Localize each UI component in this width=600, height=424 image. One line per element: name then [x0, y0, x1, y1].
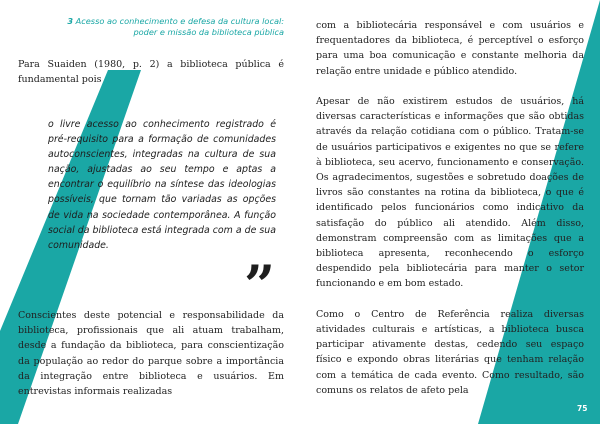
running-head-line-2: poder e missão da biblioteca pública [133, 27, 284, 37]
left-body-paragraph: Conscientes deste potencial e responsabilidade da biblioteca, profissionais que ali atuam trabalham, desde a fundação da biblioteca, para conscientização da população ao redor do parque sobre a importância da integração entre biblioteca e usuários. Em entrevistas informais realizadas [18, 310, 284, 398]
intro-paragraph: Para Suaiden (1980, p. 2) a biblioteca pública é fundamental pois [18, 59, 284, 85]
right-column [316, 18, 584, 413]
running-head [40, 16, 284, 38]
right-paragraph-1: com a bibliotecária responsável e com usuários e frequentadores da biblioteca, é perceptível o esforço para uma boa comunicação e constante melhoria da relação entre unidade e público atendido. [316, 20, 584, 77]
running-head-line-1 [40, 16, 284, 27]
open-quote-mark: “ [18, 86, 50, 150]
running-head-title-1: Acesso ao conhecimento e defesa da cultura local: [75, 16, 284, 26]
right-paragraph-3: Como o Centro de Referência realiza diversas atividades culturais e artísticas, a biblioteca busca participar ativamente destas, cedendo seu espaço físico e expondo obras literárias que tenham relação com a temática de cada evento. Como resultado, são comuns os relatos de afeto pela [316, 308, 584, 396]
block-quote: o livre acesso ao conhecimento registrado é pré-requisito para a formação de comunidades autoconscientes, integradas na cultura de sua nação, ajustadas ao seu tempo e aptas a encontrar o equilíbrio na síntese das ideologias possíveis, que tornam tão variadas as opções de vida na sociedade contemporânea. A função social da biblioteca está integrada com a de sua comunidade. [48, 119, 276, 251]
right-paragraph-2: Apesar de não existirem estudos de usuários, há diversas características e informações que são obtidas através da relação cotidiana com o público. Tratam-se de usuários participativos e exigentes no que se refere à biblioteca, seu acervo, funcionamento e conservação. Os agradecimentos, sugestões e sobretudo doações de livros são constantes na rotina da biblioteca, o que é identificado pelos funcionários como indicativo da satisfação do público ali atendido. Além disso, demonstram compreensão com as limitações que a biblioteca apresenta, reconhecendo o esforço despendido pela bibliotecária para manter o setor funcionando e em bom estado. [316, 96, 584, 290]
page-number: 75 [577, 404, 588, 413]
close-quote-mark: ” [244, 253, 276, 317]
chapter-number: 3 [67, 16, 74, 26]
